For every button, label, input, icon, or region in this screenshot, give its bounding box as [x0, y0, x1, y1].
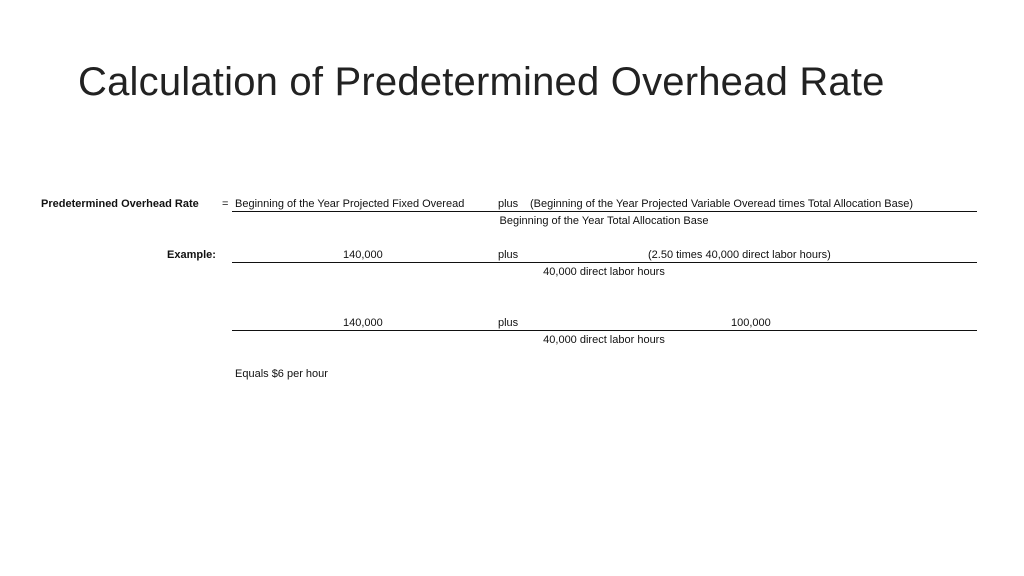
example-label: Example: — [167, 249, 216, 261]
formula-equals: = — [222, 198, 229, 210]
formula-numerator-fixed: Beginning of the Year Projected Fixed Overead — [235, 198, 465, 210]
simplified-variable-value: 100,000 — [731, 317, 771, 329]
simplified-fraction-bar — [232, 330, 977, 331]
example-fixed-value: 140,000 — [343, 249, 383, 261]
example-variable-expr: (2.50 times 40,000 direct labor hours) — [648, 249, 831, 261]
formula-label: Predetermined Overhead Rate — [41, 198, 199, 210]
formula-denominator: Beginning of the Year Total Allocation Base — [499, 215, 709, 227]
example-fraction-bar — [232, 262, 977, 263]
formula-fraction-bar — [232, 211, 977, 212]
result-text: Equals $6 per hour — [235, 368, 328, 380]
simplified-plus: plus — [498, 317, 519, 329]
simplified-denominator: 40,000 direct labor hours — [543, 334, 665, 346]
simplified-fixed-value: 140,000 — [343, 317, 383, 329]
formula-numerator-plus: plus — [498, 198, 519, 210]
example-denominator: 40,000 direct labor hours — [543, 266, 665, 278]
example-plus: plus — [498, 249, 519, 261]
slide-title: Calculation of Predetermined Overhead Rate — [78, 60, 885, 104]
formula-numerator-variable: (Beginning of the Year Projected Variable Overead times Total Allocation Base) — [530, 198, 913, 210]
